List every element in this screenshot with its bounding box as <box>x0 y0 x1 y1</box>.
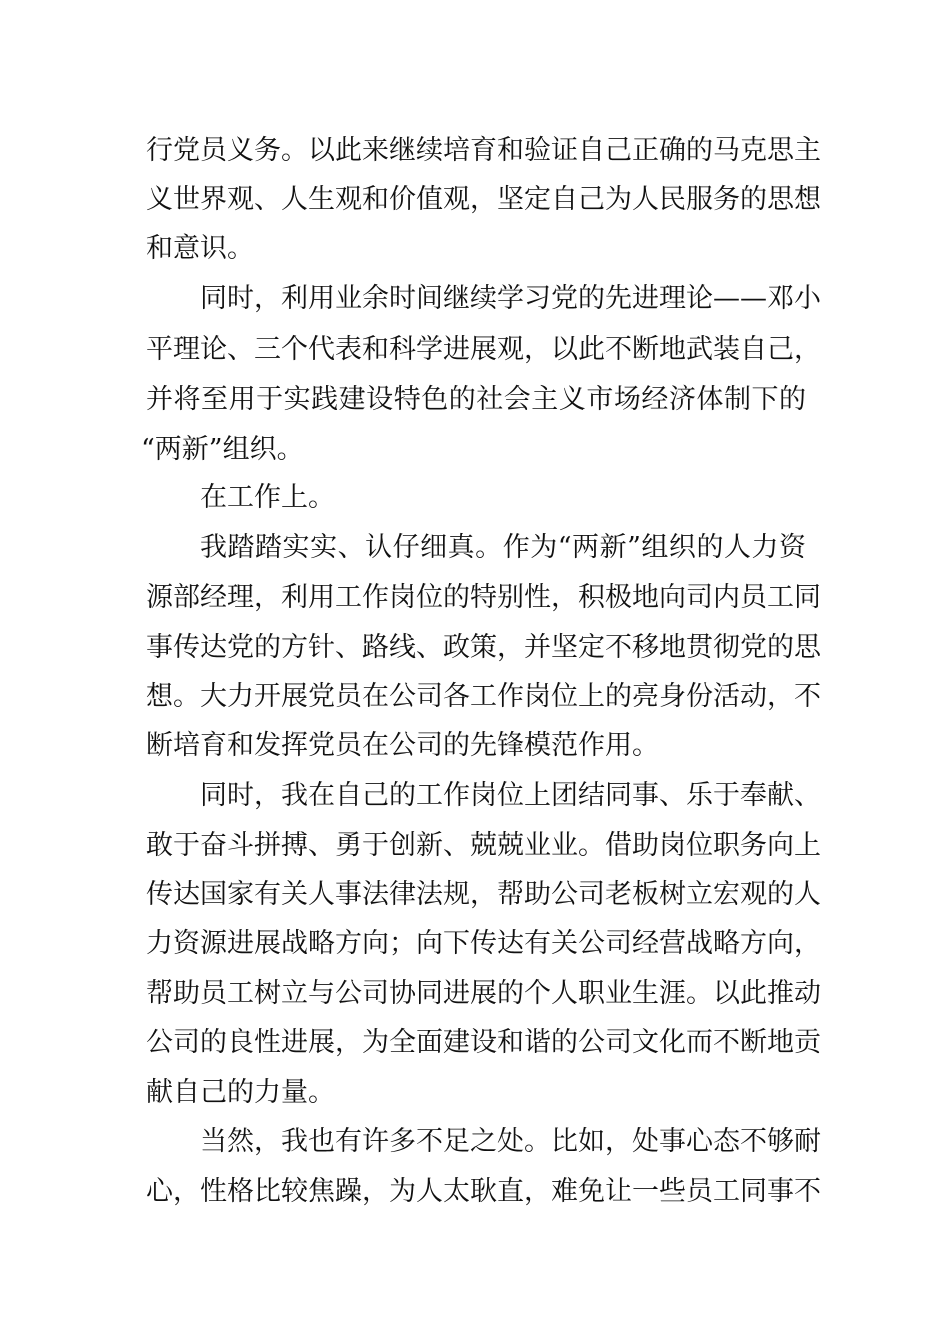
text-line: 平理论、三个代表和科学进展观，以此不断地武装自己， <box>146 334 821 365</box>
text-line: 源部经理，利用工作岗位的特别性，积极地向司内员工同 <box>146 582 821 613</box>
text-line: 和意识。 <box>146 233 254 264</box>
text-line: 献自己的力量。 <box>146 1077 335 1108</box>
paragraph-first-line: 同时，利用业余时间继续学习党的先进理论——邓小 <box>200 283 821 314</box>
text-line: 心，性格比较焦躁，为人太耿直，难免让一些员工同事不 <box>146 1176 821 1207</box>
text-line: 力资源进展战略方向；向下传达有关公司经营战略方向， <box>146 928 821 959</box>
paragraph-first-line: 同时，我在自己的工作岗位上团结同事、乐于奉献、 <box>200 780 821 811</box>
paragraph-first-line: 在工作上。 <box>200 482 335 513</box>
text-line: 公司的良性进展，为全面建设和谐的公司文化而不断地贡 <box>146 1027 821 1058</box>
text-line: 断培育和发挥党员在公司的先锋模范作用。 <box>146 730 659 761</box>
text-line: 行党员义务。以此来继续培育和验证自己正确的马克思主 <box>146 135 821 166</box>
paragraph-first-line: 我踏踏实实、认仔细真。作为“两新”组织的人力资 <box>200 532 806 563</box>
text-line: 传达国家有关人事法律法规，帮助公司老板树立宏观的人 <box>146 879 821 910</box>
text-line: 帮助员工树立与公司协同进展的个人职业生涯。以此推动 <box>146 978 821 1009</box>
paragraph-first-line: 当然，我也有许多不足之处。比如，处事心态不够耐 <box>200 1126 821 1157</box>
text-line: 想。大力开展党员在公司各工作岗位上的亮身份活动，不 <box>146 681 821 712</box>
text-line: “两新”组织。 <box>141 434 304 465</box>
text-line: 事传达党的方针、路线、政策，并坚定不移地贯彻党的思 <box>146 632 821 663</box>
text-line: 敢于奋斗拼搏、勇于创新、兢兢业业。借助岗位职务向上 <box>146 830 821 861</box>
text-line: 义世界观、人生观和价值观，坚定自己为人民服务的思想 <box>146 184 821 215</box>
text-line: 并将至用于实践建设特色的社会主义市场经济体制下的 <box>146 384 806 415</box>
